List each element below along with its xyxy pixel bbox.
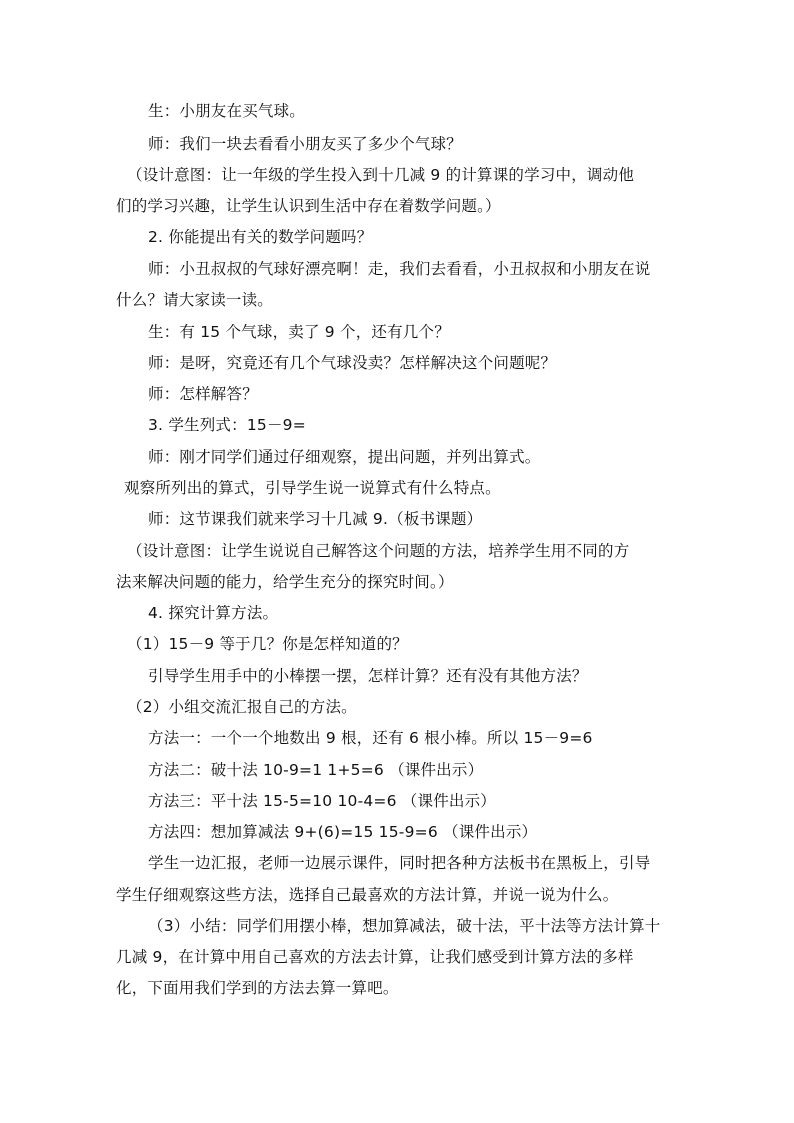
method-line: 方法一：一个一个地数出 9 根，还有 6 根小棒。所以 15－9=6 bbox=[148, 729, 593, 747]
design-intent-note: 们的学习兴趣，让学生认识到生活中存在着数学问题。） bbox=[116, 197, 501, 215]
dialogue-line: 师：我们一块去看看小朋友买了多少个气球？ bbox=[148, 135, 463, 153]
body-line: 学生一边汇报，老师一边展示课件，同时把各种方法板书在黑板上，引导 bbox=[148, 854, 651, 872]
body-line: （2）小组交流汇报自己的方法。 bbox=[127, 698, 357, 716]
section-heading: 2. 你能提出有关的数学问题吗？ bbox=[148, 228, 373, 246]
design-intent-note: （设计意图：让一年级的学生投入到十几减 9 的计算课的学习中，调动他 bbox=[127, 166, 635, 184]
method-line: 方法四：想加算减法 9+(6)=15 15-9=6 （课件出示） bbox=[148, 823, 538, 841]
design-intent-note: （设计意图：让学生说说自己解答这个问题的方法，培养学生用不同的方 bbox=[127, 542, 630, 560]
design-intent-note: 法来解决问题的能力，给学生充分的探究时间。） bbox=[116, 573, 454, 591]
summary-line: （3）小结：同学们用摆小棒，想加算减法，破十法，平十法等方法计算十 bbox=[148, 917, 661, 935]
dialogue-line: 师：是呀，究竟还有几个气球没卖？怎样解决这个问题呢？ bbox=[148, 354, 557, 372]
section-heading: 3. 学生列式：15－9= bbox=[148, 416, 306, 434]
dialogue-line: 师：这节课我们就来学习十几减 9.（板书课题） bbox=[148, 510, 483, 528]
body-line: （1）15－9 等于几？你是怎样知道的？ bbox=[127, 635, 408, 653]
dialogue-line: 师：怎样解答？ bbox=[148, 385, 258, 403]
body-line: 观察所列出的算式，引导学生说一说算式有什么特点。 bbox=[124, 479, 501, 497]
body-line: 引导学生用手中的小棒摆一摆，怎样计算？还有没有其他方法？ bbox=[148, 667, 588, 685]
method-line: 方法二：破十法 10-9=1 1+5=6 （课件出示） bbox=[148, 761, 484, 779]
dialogue-line: 什么？请大家读一读。 bbox=[116, 291, 274, 309]
dialogue-line: 生：小朋友在买气球。 bbox=[148, 102, 306, 120]
summary-line: 化，下面用我们学到的方法去算一算吧。 bbox=[116, 979, 399, 997]
method-line: 方法三：平十法 15-5=10 10-4=6 （课件出示） bbox=[148, 792, 496, 810]
dialogue-line: 师：刚才同学们通过仔细观察，提出问题，并列出算式。 bbox=[148, 448, 541, 466]
dialogue-line: 生：有 15 个气球，卖了 9 个，还有几个？ bbox=[148, 323, 450, 341]
section-heading: 4. 探究计算方法。 bbox=[148, 604, 279, 622]
body-line: 学生仔细观察这些方法，选择自己最喜欢的方法计算，并说一说为什么。 bbox=[116, 886, 619, 904]
dialogue-line: 师：小丑叔叔的气球好漂亮啊！走，我们去看看，小丑叔叔和小朋友在说 bbox=[148, 260, 651, 278]
summary-line: 几减 9，在计算中用自己喜欢的方法去计算，让我们感受到计算方法的多样 bbox=[116, 948, 634, 966]
